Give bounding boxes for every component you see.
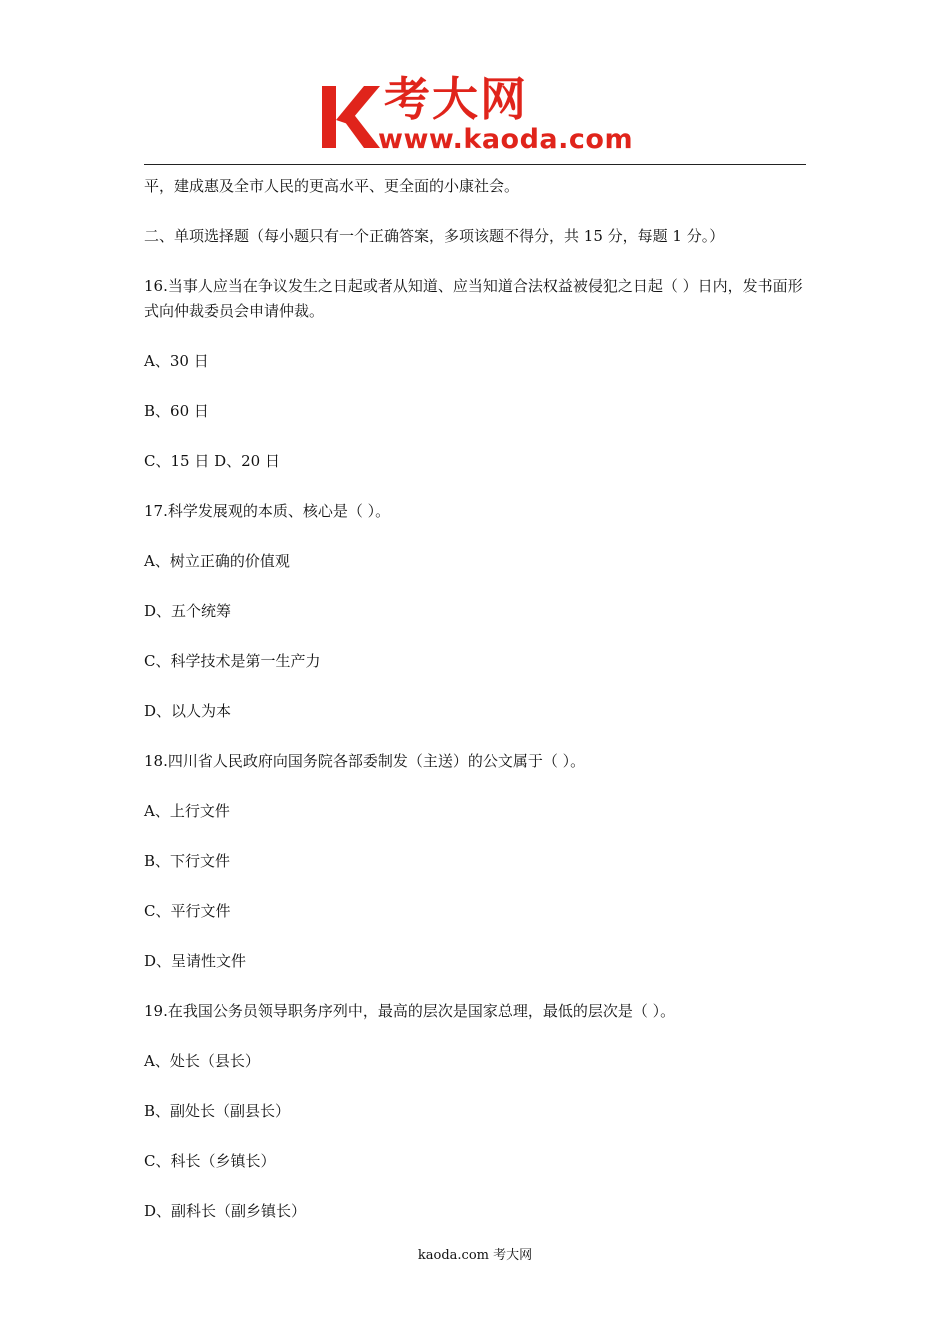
option-19-c: C、科长（乡镇长） <box>144 1152 276 1170</box>
option-17-d1: D、五个统筹 <box>144 602 232 620</box>
question-16: 16.当事人应当在争议发生之日起或者从知道、应当知道合法权益被侵犯之日起（ ）日内，发书面形式向仲裁委员会申请仲裁。 <box>144 277 803 320</box>
k-logo-icon <box>318 82 382 152</box>
option-18-b: B、下行文件 <box>144 852 231 870</box>
option-17-a: A、树立正确的价值观 <box>144 552 290 570</box>
kaoda-logo <box>318 74 648 164</box>
question-19: 19.在我国公务员领导职务序列中，最高的层次是国家总理，最低的层次是（ ）。 <box>144 1002 676 1020</box>
option-16-a: A、30 日 <box>144 352 209 370</box>
logo-url-text: www.kaoda.com <box>378 124 634 155</box>
option-18-d: D、呈请性文件 <box>144 952 247 970</box>
option-18-a: A、上行文件 <box>144 802 230 820</box>
option-18-c: C、平行文件 <box>144 902 231 920</box>
document-body <box>144 174 808 1249</box>
option-17-c: C、科学技术是第一生产力 <box>144 652 321 670</box>
option-17-d2: D、以人为本 <box>144 702 232 720</box>
question-17: 17.科学发展观的本质、核心是（ ）。 <box>144 502 391 520</box>
option-19-a: A、处长（县长） <box>144 1052 260 1070</box>
question-18: 18.四川省人民政府向国务院各部委制发（主送）的公文属于（ ）。 <box>144 752 586 770</box>
option-19-d: D、副科长（副乡镇长） <box>144 1202 307 1220</box>
header-divider <box>144 164 806 165</box>
paragraph-continuation: 平，建成惠及全市人民的更高水平、更全面的小康社会。 <box>144 177 520 195</box>
option-16-cd: C、15 日 D、20 日 <box>144 452 280 470</box>
page-footer: kaoda.com 考大网 <box>417 1248 533 1263</box>
page-header <box>0 0 950 170</box>
option-19-b: B、副处长（副县长） <box>144 1102 291 1120</box>
option-16-b: B、60 日 <box>144 402 209 420</box>
logo-chinese-text: 考大网 <box>384 72 528 126</box>
section-heading: 二、单项选择题（每小题只有一个正确答案，多项该题不得分，共 15 分，每题 1 分。） <box>144 227 725 245</box>
